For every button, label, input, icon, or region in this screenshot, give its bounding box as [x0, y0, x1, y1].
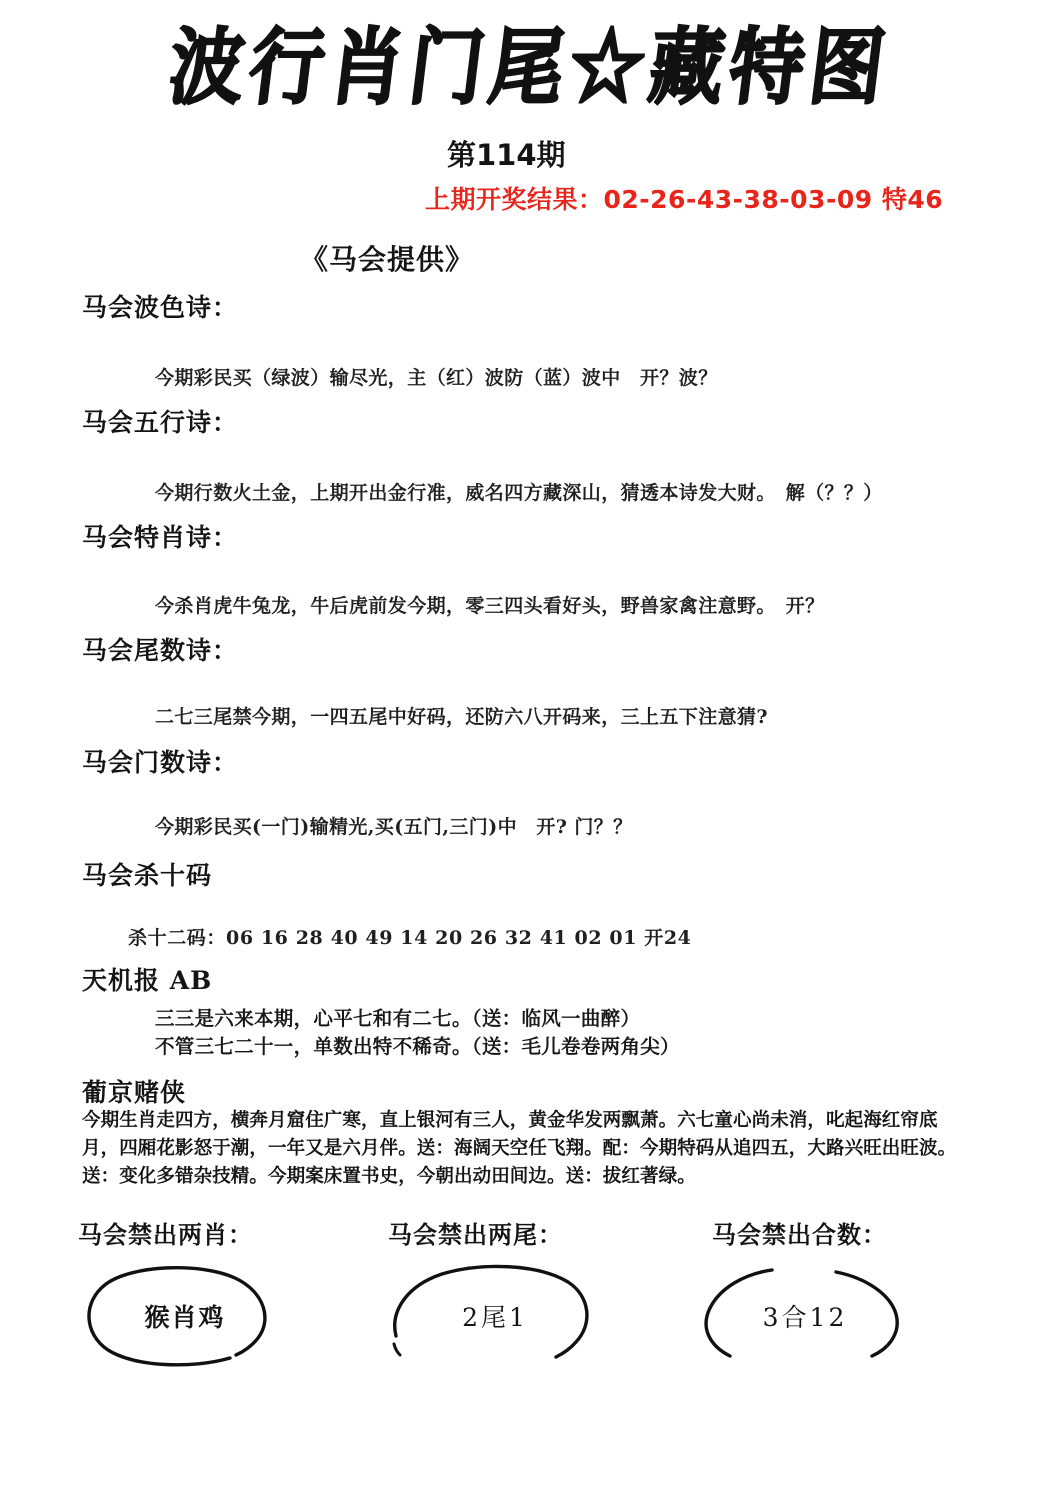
pujing-line-3: 送：变化多错杂技精。今期案床置书史，今朝出动田间边。送：拔红著绿。 — [82, 1166, 696, 1187]
section-heading-kill-ten: 马会杀十码 — [82, 861, 213, 890]
section-body-bose: 今期彩民买（绿波）输尽光，主（红）波防（蓝）波中 开？波？ — [155, 367, 718, 389]
section-body-menshu: 今期彩民买(一门)输精光,买(五门,三门)中 开? 门？？ — [155, 816, 633, 838]
page-title: 波行肖门尾☆藏特图 — [164, 19, 896, 117]
forbidden-tail-circle — [390, 1262, 600, 1370]
last-draw-result: 上期开奖结果：02-26-43-38-03-09 特46 — [425, 185, 944, 214]
forbidden-sum-circle — [700, 1262, 910, 1370]
section-heading-tianjibao: 天机报 AB — [82, 966, 213, 995]
forbidden-zodiac-value: 猴肖鸡 — [144, 1303, 226, 1332]
pujing-line-2: 月，四厢花影怒于潮，一年又是六月伴。送：海阔天空任飞翔。配：今期特码从追四五，大路兴旺出旺波。 — [82, 1138, 957, 1159]
forbidden-zodiac-heading: 马会禁出两肖： — [78, 1220, 253, 1249]
title-bar — [0, 19, 1060, 117]
kill-twelve-codes: 杀十二码：06 16 28 40 49 14 20 26 32 41 02 01 开24 — [128, 927, 692, 949]
pujing-line-1: 今期生肖走四方，横奔月窟住广寒，直上银河有三人，黄金华发两飘萧。六七童心尚未消，叱起海红帘底 — [82, 1110, 938, 1131]
section-heading-weishu: 马会尾数诗： — [82, 636, 239, 665]
section-body-texiao: 今杀肖虎牛兔龙，牛后虎前发今期，零三四头看好头，野兽家禽注意野。 开？ — [155, 595, 825, 617]
section-heading-bose: 马会波色诗： — [82, 293, 239, 322]
section-heading-pujing: 葡京赌侠 — [82, 1078, 187, 1107]
forbidden-zodiac-circle — [80, 1262, 290, 1370]
section-heading-wuxing: 马会五行诗： — [82, 408, 239, 437]
provider-label: 《马会提供》 — [300, 243, 475, 276]
section-heading-menshu: 马会门数诗： — [82, 748, 239, 777]
issue-number: 第114期 — [447, 138, 566, 172]
tianjibao-line-2: 不管三七二十一，单数出特不稀奇。（送：毛儿卷卷两角尖） — [155, 1035, 680, 1058]
section-body-wuxing: 今期行数火土金，上期开出金行准，威名四方藏深山，猜透本诗发大财。 解（？？） — [155, 482, 883, 504]
forbidden-sum-value: 3合12 — [762, 1303, 848, 1332]
forbidden-tail-value: 2尾1 — [462, 1303, 528, 1332]
tianjibao-line-1: 三三是六来本期，心平七和有二七。（送：临风一曲醉） — [155, 1007, 641, 1030]
forbidden-sum-heading: 马会禁出合数： — [712, 1220, 887, 1249]
forbidden-tail-heading: 马会禁出两尾： — [388, 1220, 563, 1249]
section-heading-texiao: 马会特肖诗： — [82, 523, 239, 552]
section-body-weishu: 二七三尾禁今期，一四五尾中好码，还防六八开码来，三上五下注意猜? — [155, 706, 768, 728]
